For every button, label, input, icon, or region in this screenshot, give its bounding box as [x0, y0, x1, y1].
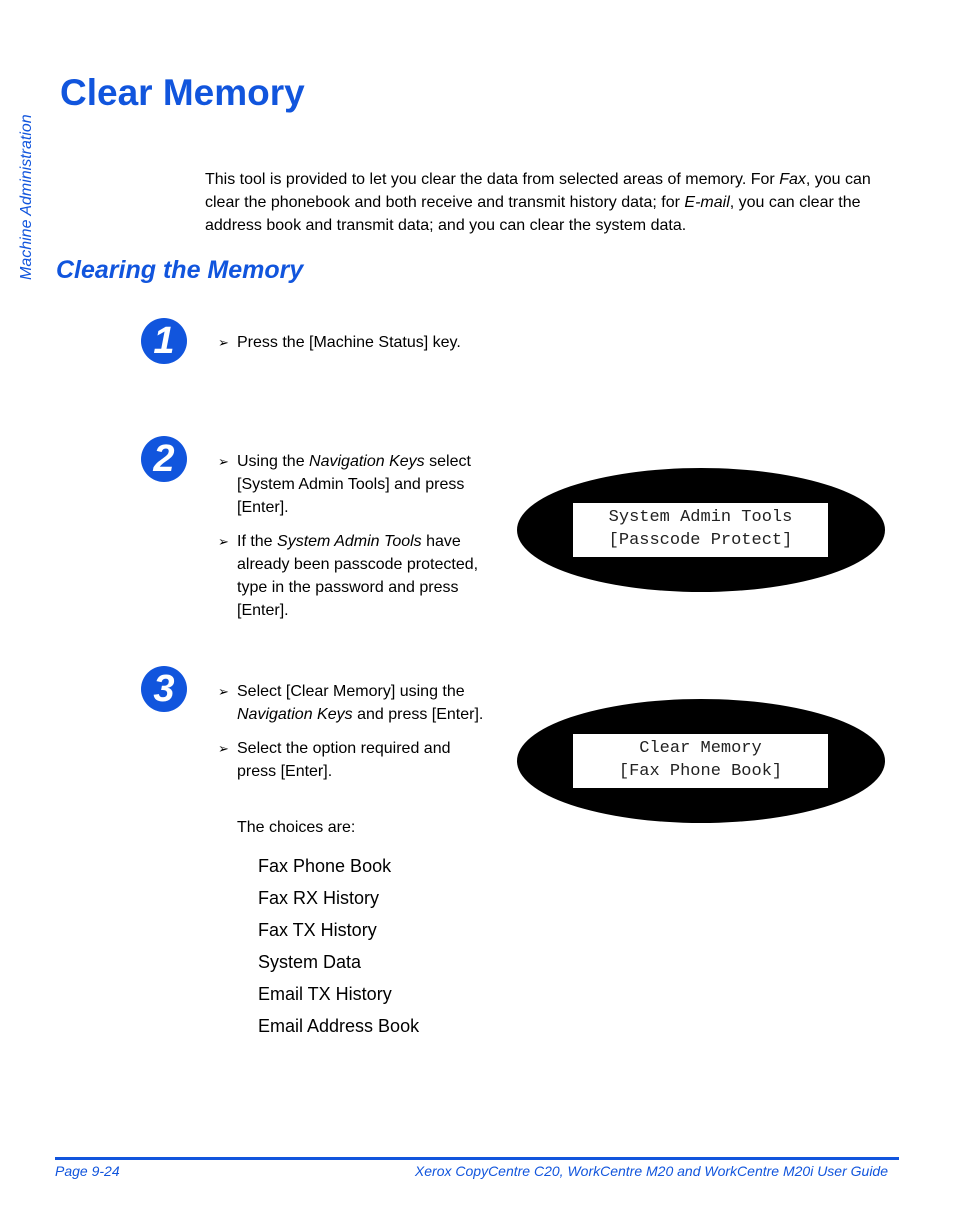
choice-item: System Data — [258, 952, 362, 972]
guide-title: Xerox CopyCentre C20, WorkCentre M20 and WorkCentre M20i User Guide — [414, 1163, 888, 1179]
step-2-bullet-2: ➢ If the System Admin Tools have already been passcode protected, type in the password and press [Enter]. — [218, 530, 490, 622]
lcd-line-1: System Admin Tools — [608, 508, 793, 527]
lcd-screen — [573, 734, 828, 788]
choices-label: The choices are: — [237, 819, 356, 836]
intro-paragraph: This tool is provided to let you clear the data from selected areas of memory. For Fax, you can clear the phonebook and both receive and transmit history data; for E-mail, you can clear the address book and transmit data; and you can clear the system data. — [205, 171, 871, 234]
step-3-instructions — [218, 680, 490, 794]
choices-list — [258, 850, 419, 1042]
step-2-instructions — [218, 450, 490, 633]
step-1-badge: 1 — [141, 318, 187, 364]
lcd-line-1: Clear Memory — [639, 739, 762, 758]
bullet-arrow-icon: ➢ — [218, 684, 229, 699]
page-title: Clear Memory — [60, 72, 305, 113]
side-label: Machine Administration — [18, 114, 35, 280]
lcd-line-2: [Fax Phone Book] — [618, 762, 783, 781]
section-title: Clearing the Memory — [56, 256, 304, 284]
step-2-badge: 2 — [141, 436, 187, 482]
lcd-line-2: [Passcode Protect] — [608, 531, 793, 550]
bullet-arrow-icon: ➢ — [218, 454, 229, 469]
step-3-bullet-1: ➢ Select [Clear Memory] using the Navigation Keys and press [Enter]. — [218, 680, 490, 726]
lcd-display-system-admin — [516, 467, 886, 593]
choice-item: Fax Phone Book — [258, 856, 392, 876]
page-number: Page 9-24 — [55, 1163, 120, 1179]
choice-item: Email TX History — [258, 984, 392, 1004]
bullet-arrow-icon: ➢ — [218, 741, 229, 756]
lcd-screen — [573, 503, 828, 557]
choice-item: Email Address Book — [258, 1016, 420, 1036]
step-3-bullet-2: ➢ Select the option required and press [Enter]. — [218, 737, 490, 783]
step-1-instructions — [218, 331, 518, 365]
step-2-bullet-1: ➢ Using the Navigation Keys select [System Admin Tools] and press [Enter]. — [218, 450, 490, 519]
lcd-display-clear-memory — [516, 698, 886, 824]
choice-item: Fax TX History — [258, 920, 377, 940]
footer-divider — [55, 1157, 899, 1160]
step-3-badge: 3 — [141, 666, 187, 712]
bullet-arrow-icon: ➢ — [218, 534, 229, 549]
choice-item: Fax RX History — [258, 888, 380, 908]
bullet-arrow-icon: ➢ — [218, 335, 229, 350]
step-1-bullet-1: ➢ Press the [Machine Status] key. — [218, 331, 518, 354]
